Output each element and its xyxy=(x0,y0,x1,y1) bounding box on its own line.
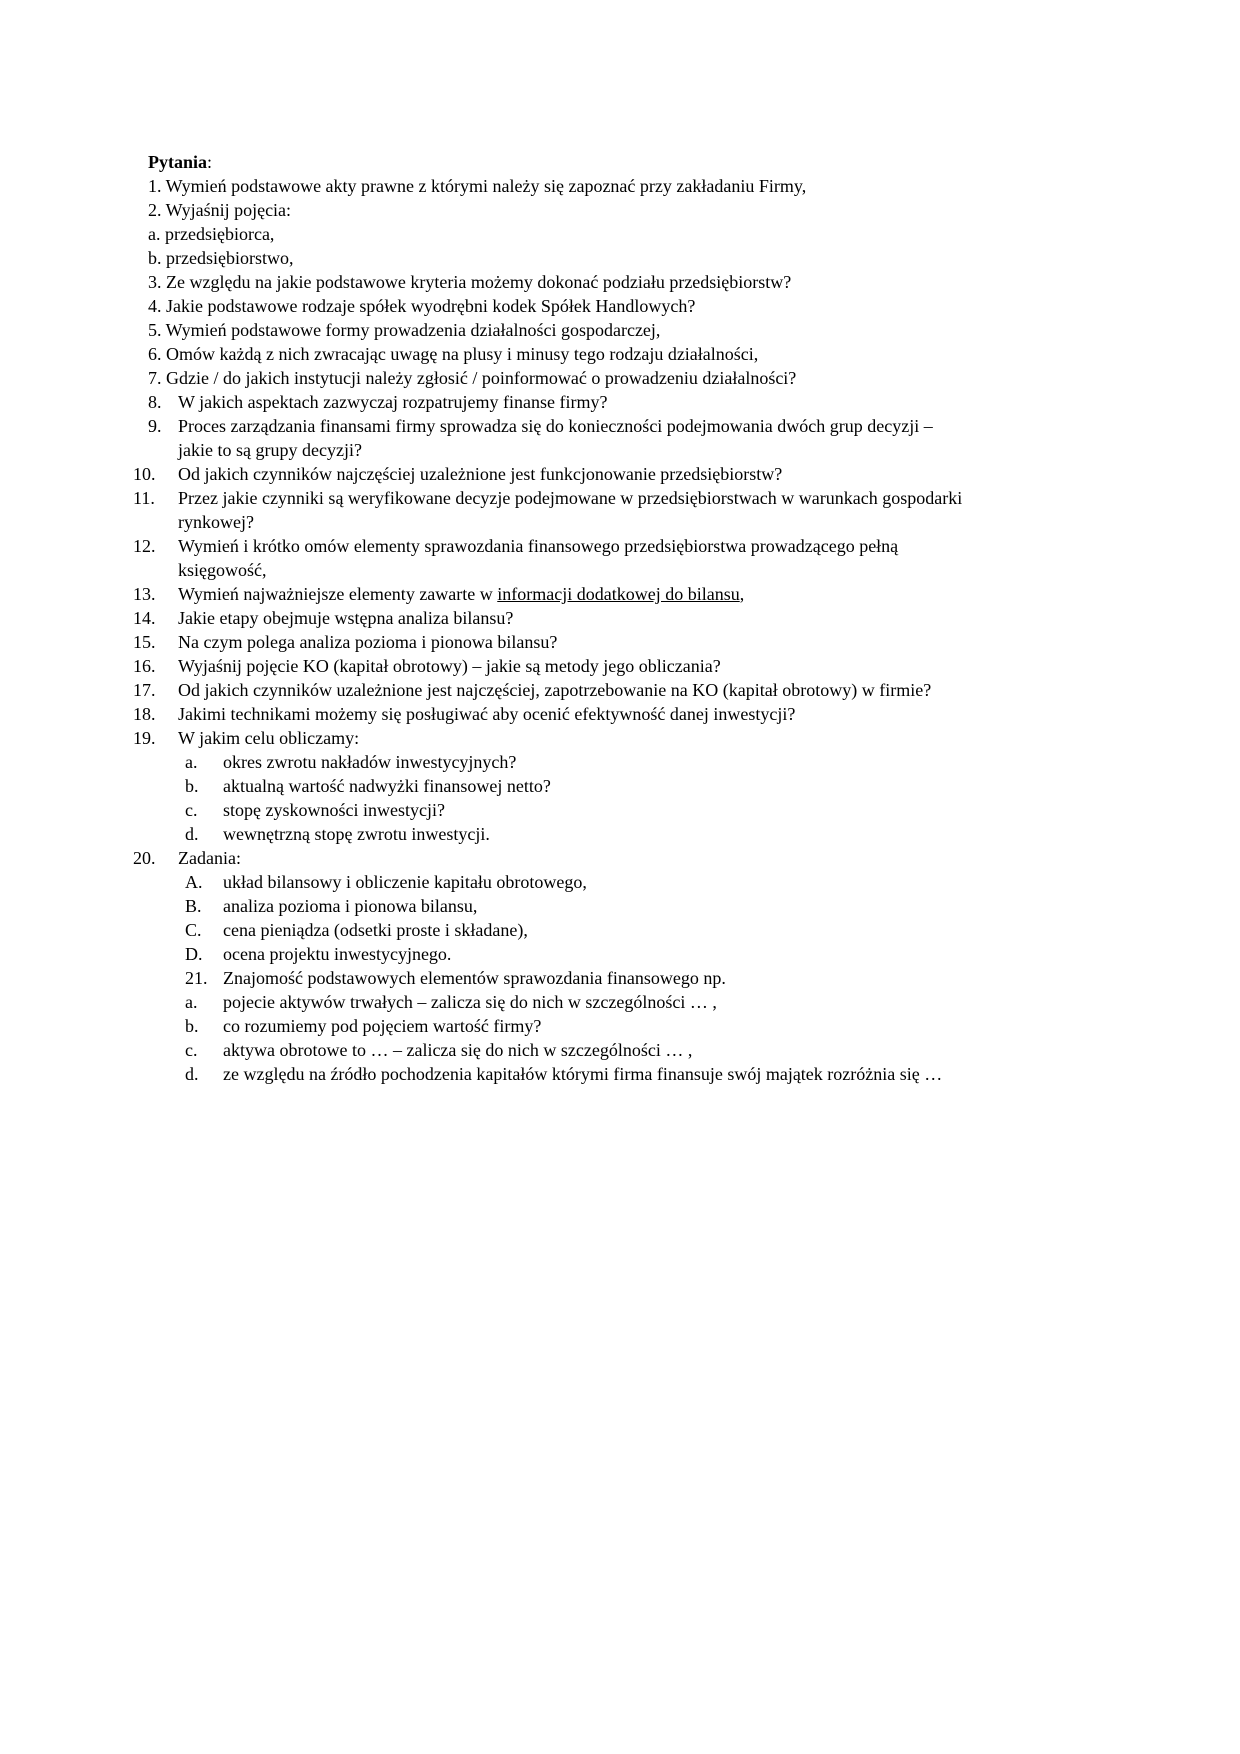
task-item-label: A. xyxy=(185,872,203,892)
question-2: 2. Wyjaśnij pojęcia: xyxy=(148,200,292,220)
question-21-item-label: d. xyxy=(185,1064,199,1084)
question-19-number: 19. xyxy=(133,728,156,748)
question-20-number: 20. xyxy=(133,848,156,868)
question-19-item-label: d. xyxy=(185,824,199,844)
task-item-label: C. xyxy=(185,920,202,940)
question-19-item-text: stopę zyskowności inwestycji? xyxy=(223,800,445,820)
question-21-text: Znajomość podstawowych elementów sprawozdania finansowego np. xyxy=(223,968,726,988)
question-2b: b. przedsiębiorstwo, xyxy=(148,248,294,268)
page-heading xyxy=(148,150,212,174)
question-10-text: Od jakich czynników najczęściej uzależnione jest funkcjonowanie przedsiębiorstw? xyxy=(178,464,783,484)
question-12-number: 12. xyxy=(133,536,156,556)
question-13-text xyxy=(178,582,744,606)
question-21-item-text: pojecie aktywów trwałych – zalicza się do nich w szczególności … , xyxy=(223,992,717,1012)
question-15-text: Na czym polega analiza pozioma i pionowa bilansu? xyxy=(178,632,558,652)
question-13-text-end: , xyxy=(739,584,745,604)
question-12-text-line1: Wymień i krótko omów elementy sprawozdania finansowego przedsiębiorstwa prowadzącego pełną xyxy=(178,536,899,556)
heading-title: Pytania xyxy=(148,152,208,172)
question-3: 3. Ze względu na jakie podstawowe kryteria możemy dokonać podziału przedsiębiorstw? xyxy=(148,272,792,292)
question-9-number: 9. xyxy=(148,416,162,436)
question-21-item-text: ze względu na źródło pochodzenia kapitałów którymi firma finansuje swój majątek rozróżnia się … xyxy=(223,1064,943,1084)
question-17-text: Od jakich czynników uzależnione jest najczęściej, zapotrzebowanie na KO (kapitał obrotowy) w firmie? xyxy=(178,680,932,700)
question-11-text-line1: Przez jakie czynniki są weryfikowane decyzje podejmowane w przedsiębiorstwach w warunkach gospodarki xyxy=(178,488,963,508)
question-11-text-line2: rynkowej? xyxy=(178,512,254,532)
question-21-item-label: c. xyxy=(185,1040,198,1060)
question-19-item-text: wewnętrzną stopę zwrotu inwestycji. xyxy=(223,824,490,844)
question-18-number: 18. xyxy=(133,704,156,724)
question-14-number: 14. xyxy=(133,608,156,628)
question-7: 7. Gdzie / do jakich instytucji należy zgłosić / poinformować o prowadzeniu działalności? xyxy=(148,368,797,388)
question-16-number: 16. xyxy=(133,656,156,676)
question-13-number: 13. xyxy=(133,584,156,604)
question-8-number: 8. xyxy=(148,392,162,412)
task-item-text: cena pieniądza (odsetki proste i składane), xyxy=(223,920,528,940)
question-19-item-label: a. xyxy=(185,752,198,772)
question-12-text-line2: księgowość, xyxy=(178,560,267,580)
question-8-text: W jakich aspektach zazwyczaj rozpatrujemy finanse firmy? xyxy=(178,392,608,412)
question-21-item-text: co rozumiemy pod pojęciem wartość firmy? xyxy=(223,1016,542,1036)
question-11-number: 11. xyxy=(133,488,155,508)
question-13-underlined-term: informacji dodatkowej do bilansu xyxy=(497,584,740,604)
question-5: 5. Wymień podstawowe formy prowadzenia działalności gospodarczej, xyxy=(148,320,661,340)
task-item-text: analiza pozioma i pionowa bilansu, xyxy=(223,896,478,916)
question-1: 1. Wymień podstawowe akty prawne z którymi należy się zapoznać przy zakładaniu Firmy, xyxy=(148,176,807,196)
question-15-number: 15. xyxy=(133,632,156,652)
question-4: 4. Jakie podstawowe rodzaje spółek wyodrębni kodek Spółek Handlowych? xyxy=(148,296,696,316)
question-21-item-label: a. xyxy=(185,992,198,1012)
question-21-item-label: b. xyxy=(185,1016,199,1036)
question-2a: a. przedsiębiorca, xyxy=(148,224,275,244)
task-item-text: ocena projektu inwestycyjnego. xyxy=(223,944,452,964)
question-19-item-label: c. xyxy=(185,800,198,820)
question-9-text-line2: jakie to są grupy decyzji? xyxy=(178,440,362,460)
task-item-label: D. xyxy=(185,944,203,964)
question-18-text: Jakimi technikami możemy się posługiwać aby ocenić efektywność danej inwestycji? xyxy=(178,704,796,724)
question-19-text: W jakim celu obliczamy: xyxy=(178,728,360,748)
task-item-label: B. xyxy=(185,896,202,916)
question-21-number: 21. xyxy=(185,968,208,988)
question-9-text-line1: Proces zarządzania finansami firmy sprowadza się do konieczności podejmowania dwóch grup decyzji – xyxy=(178,416,933,436)
task-item-text: układ bilansowy i obliczenie kapitału obrotowego, xyxy=(223,872,587,892)
question-20-text: Zadania: xyxy=(178,848,241,868)
question-17-number: 17. xyxy=(133,680,156,700)
question-19-item-text: okres zwrotu nakładów inwestycyjnych? xyxy=(223,752,517,772)
question-14-text: Jakie etapy obejmuje wstępna analiza bilansu? xyxy=(178,608,514,628)
question-6: 6. Omów każdą z nich zwracając uwagę na plusy i minusy tego rodzaju działalności, xyxy=(148,344,759,364)
question-19-item-text: aktualną wartość nadwyżki finansowej netto? xyxy=(223,776,551,796)
question-21-item-text: aktywa obrotowe to … – zalicza się do nich w szczególności … , xyxy=(223,1040,693,1060)
question-19-item-label: b. xyxy=(185,776,199,796)
question-13-text-start: Wymień najważniejsze elementy zawarte w xyxy=(178,584,498,604)
question-16-text: Wyjaśnij pojęcie KO (kapitał obrotowy) – jakie są metody jego obliczania? xyxy=(178,656,721,676)
question-10-number: 10. xyxy=(133,464,156,484)
heading-colon: : xyxy=(207,152,213,172)
